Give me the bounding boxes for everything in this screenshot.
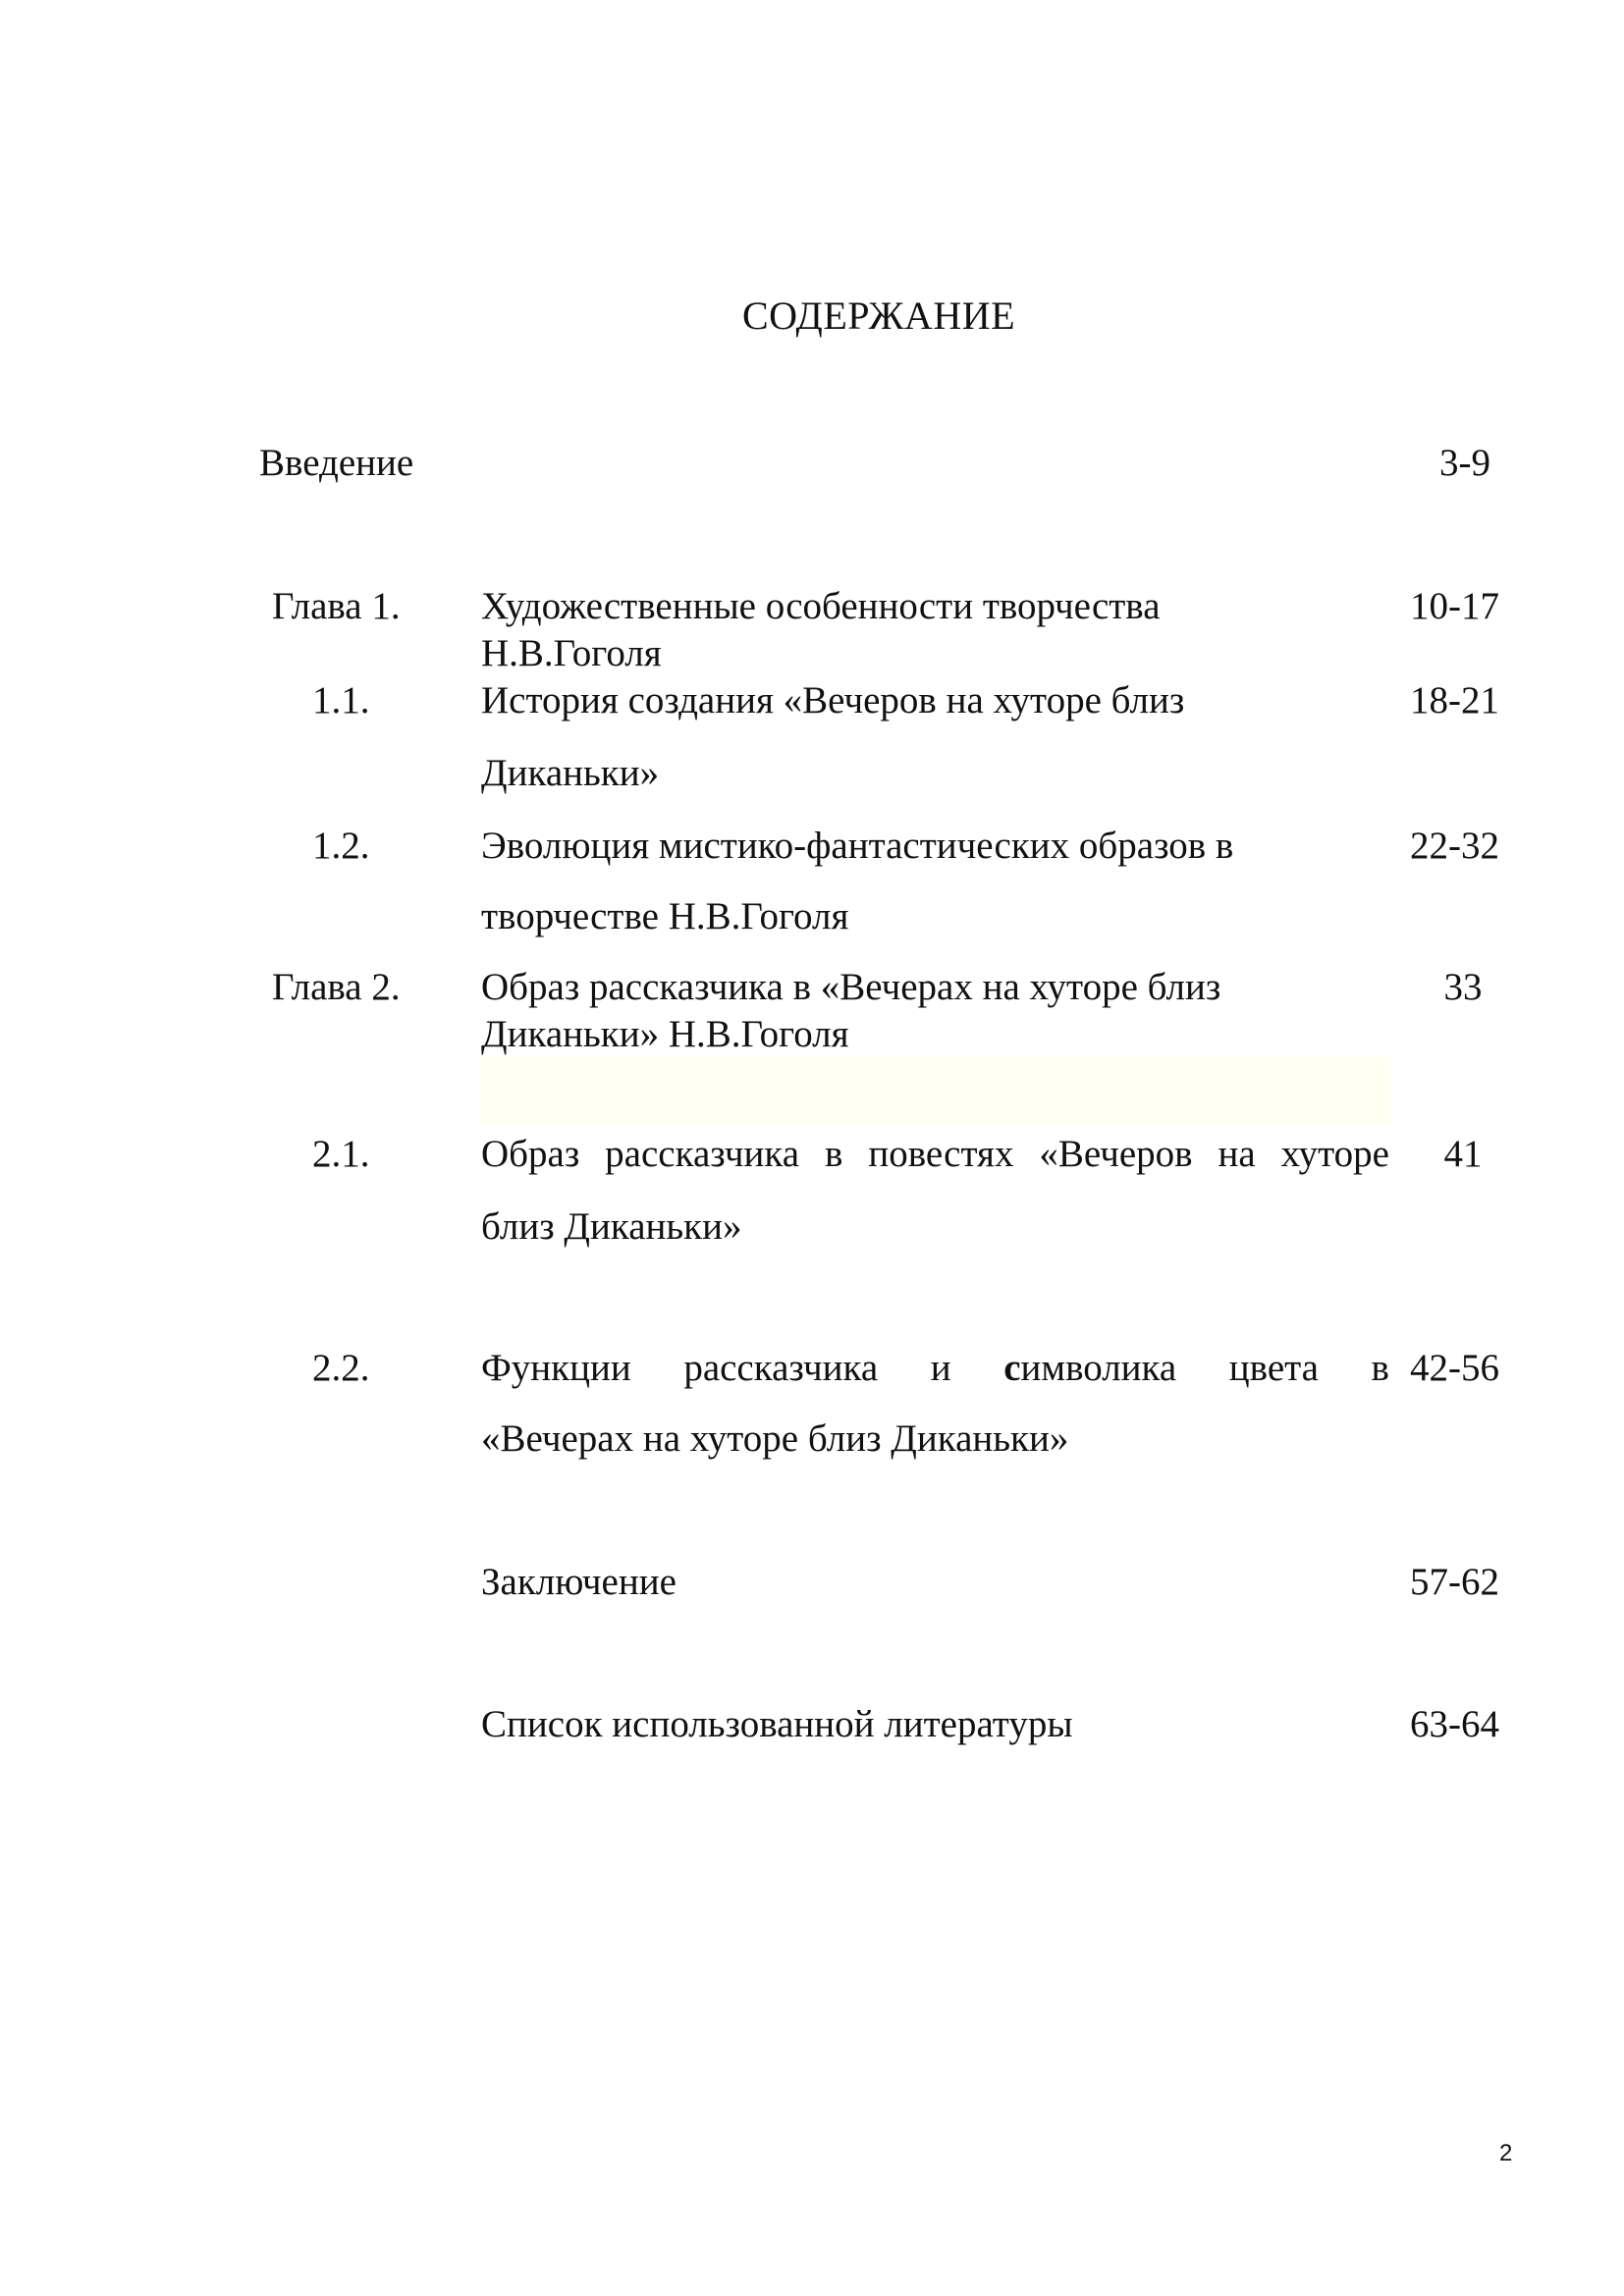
word-3: и [930,1347,951,1389]
toc-entry-section-2-1-line-2: близ Диканьки» [481,1205,742,1248]
word-4-rest: имволика [1020,1347,1177,1389]
toc-entry-section-2-1-line-1 [481,1131,1389,1178]
toc-entry-chapter-1-line-2: Н.В.Гоголя [481,632,662,674]
toc-entry-bibliography-label: Список использованной литературы [481,1703,1073,1745]
toc-entry-chapter-2-pages: 33 [1443,966,1483,1008]
highlight-band [479,1056,1390,1125]
word-6: в [1371,1347,1389,1389]
toc-entry-bibliography-pages: 63-64 [1410,1703,1499,1745]
toc-entry-chapter-2-line-1: Образ рассказчика в «Вечерах на хуторе близ [481,966,1221,1008]
toc-entry-section-2-2-line-2: «Вечерах на хуторе близ Диканьки» [481,1417,1069,1460]
toc-entry-section-1-2-line-1: Эволюция мистико-фантастических образов в [481,825,1234,867]
toc-entry-section-1-2-number: 1.2. [312,825,370,867]
toc-entry-introduction-label: Введение [259,442,414,484]
toc-entry-section-2-2-line-1 [481,1345,1389,1392]
toc-entry-introduction-pages: 3-9 [1439,442,1490,484]
toc-entry-section-2-1-number: 2.1. [312,1133,370,1175]
word-4 [1003,1345,1176,1392]
word-2: рассказчика [683,1347,879,1389]
toc-entry-conclusion-label: Заключение [481,1561,677,1603]
word-5: цвета [1228,1347,1319,1389]
toc-entry-chapter-1-line-1: Художественные особенности творчества [481,585,1161,627]
toc-entry-chapter-2-line-2: Диканьки» Н.В.Гоголя [481,1013,849,1055]
word-1: Функции [481,1347,631,1389]
toc-entry-section-1-1-line-1: История создания «Вечеров на хуторе близ [481,679,1185,721]
toc-entry-chapter-1-pages: 10-17 [1410,585,1499,627]
toc-entry-section-2-2-number: 2.2. [312,1347,370,1389]
toc-entry-section-1-1-line-2: Диканьки» [481,752,660,794]
word-4-bold-initial: с [1003,1347,1021,1389]
toc-entry-section-1-2-pages: 22-32 [1410,825,1499,867]
toc-entry-section-2-2-pages: 42-56 [1410,1347,1499,1389]
toc-entry-section-1-1-pages: 18-21 [1410,679,1499,721]
page-title: СОДЕРЖАНИЕ [741,294,1016,338]
page-number: 2 [1499,2140,1513,2166]
toc-entry-conclusion-pages: 57-62 [1410,1561,1499,1603]
toc-entry-section-2-1-line-1-text: Образ рассказчика в повестях «Вечеров на хуторе [481,1133,1389,1175]
toc-entry-section-1-2-line-2: творчестве Н.В.Гоголя [481,895,849,937]
toc-entry-chapter-2-number: Глава 2. [272,966,401,1008]
toc-entry-chapter-1-number: Глава 1. [272,585,401,627]
toc-entry-section-1-1-number: 1.1. [312,679,370,721]
toc-entry-section-2-1-pages: 41 [1443,1133,1483,1175]
